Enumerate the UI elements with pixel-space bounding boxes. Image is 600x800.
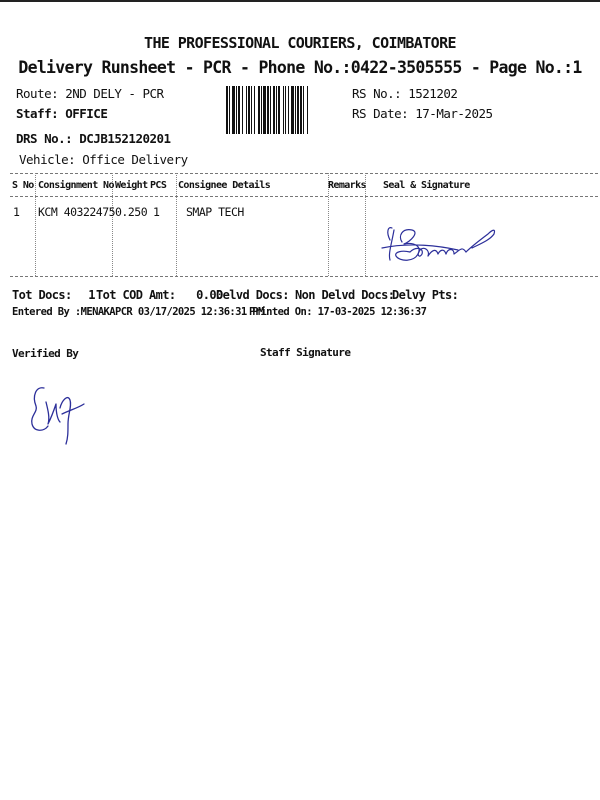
barcode-bar <box>236 86 237 134</box>
column-header-pcs: PCS <box>150 180 167 191</box>
company-title: THE PROFESSIONAL COURIERS, COIMBATORE <box>144 34 456 52</box>
barcode-bar <box>295 86 296 134</box>
barcode-bar <box>283 86 284 134</box>
column-divider <box>35 173 36 276</box>
barcode-bar <box>276 86 277 134</box>
column-header-consignment: Consignment No <box>38 180 114 191</box>
barcode-bar <box>261 86 262 134</box>
vehicle-label: Vehicle: <box>19 152 76 167</box>
barcode-bar <box>229 86 230 134</box>
barcode-bar <box>232 86 235 134</box>
runsheet-subtitle: Delivery Runsheet - PCR - Phone No.:0422-3505555 - Page No.:1 <box>18 58 582 77</box>
barcode-bar <box>273 86 275 134</box>
rs-no-line <box>352 86 457 101</box>
barcode-bar <box>226 86 228 134</box>
non-delvd-docs-label: Non Delvd Docs: <box>295 288 395 302</box>
column-header-sno: S No <box>12 180 34 191</box>
barcode-bar <box>270 86 271 134</box>
barcode <box>226 86 341 134</box>
printed-on: Printed On: 17-03-2025 12:36:37 <box>249 306 427 318</box>
rs-date-value: 17-Mar-2025 <box>415 106 493 121</box>
rs-no-value: 1521202 <box>408 86 458 101</box>
verifier-signature-image <box>26 380 90 446</box>
tot-docs-label: Tot Docs: <box>12 288 72 302</box>
route-label: Route: <box>16 86 59 101</box>
row-weight: 0.250 <box>115 205 148 219</box>
tot-cod <box>96 288 223 302</box>
barcode-bar <box>248 86 250 134</box>
table-header-rule <box>10 196 598 197</box>
barcode-bar <box>297 86 299 134</box>
column-header-weight: Weight <box>115 180 148 191</box>
drs-label: DRS No.: <box>16 131 73 146</box>
barcode-bar <box>246 86 247 134</box>
tot-docs-value: 1 <box>88 288 95 302</box>
barcode-bar <box>278 86 280 134</box>
barcode-bar <box>267 86 269 134</box>
receiver-signature-image <box>380 212 505 268</box>
barcode-bar <box>288 86 289 134</box>
vehicle-line <box>19 152 188 167</box>
barcode-bar <box>238 86 240 134</box>
rs-date-label: RS Date: <box>352 106 409 121</box>
staff-label: Staff: <box>16 106 59 121</box>
barcode-bar <box>300 86 302 134</box>
tot-cod-value: 0.00 <box>196 288 223 302</box>
table-top-rule <box>10 173 598 174</box>
delvy-pts-label: Delvy Pts: <box>392 288 459 302</box>
barcode-bar <box>285 86 286 134</box>
staff-signature-label: Staff Signature <box>260 346 351 359</box>
barcode-bar <box>251 86 252 134</box>
delvd-docs-label: Delvd Docs: <box>216 288 289 302</box>
rs-date-line <box>352 106 493 121</box>
vehicle-value: Office Delivery <box>82 152 188 167</box>
entered-by: Entered By :MENAKAPCR 03/17/2025 12:36:31 PM <box>12 306 264 318</box>
column-header-consignee: Consignee Details <box>178 180 271 191</box>
column-divider <box>176 173 177 276</box>
barcode-bar <box>258 86 260 134</box>
table-bottom-rule <box>10 276 598 277</box>
rs-no-label: RS No.: <box>352 86 402 101</box>
column-header-remarks: Remarks <box>328 180 366 191</box>
barcode-bar <box>307 86 308 134</box>
barcode-bar <box>291 86 294 134</box>
tot-docs <box>12 288 95 302</box>
barcode-bar <box>242 86 243 134</box>
route-value: 2ND DELY - PCR <box>65 86 164 101</box>
staff-value: OFFICE <box>65 106 108 121</box>
barcode-bar <box>263 86 266 134</box>
column-header-seal-signature: Seal & Signature <box>383 180 470 191</box>
top-border <box>0 0 600 2</box>
row-consignment-no: KCM 40322475 <box>38 205 116 219</box>
row-pcs: 1 <box>153 205 160 219</box>
staff-line <box>16 106 107 121</box>
barcode-bar <box>254 86 255 134</box>
barcode-bar <box>303 86 304 134</box>
drs-value: DCJB152120201 <box>79 131 171 146</box>
route-line <box>16 86 164 101</box>
drs-line <box>16 131 171 146</box>
row-sno: 1 <box>13 205 20 219</box>
row-consignee: SMAP TECH <box>186 205 244 219</box>
verified-by-label: Verified By <box>12 347 79 360</box>
tot-cod-label: Tot COD Amt: <box>96 288 176 302</box>
